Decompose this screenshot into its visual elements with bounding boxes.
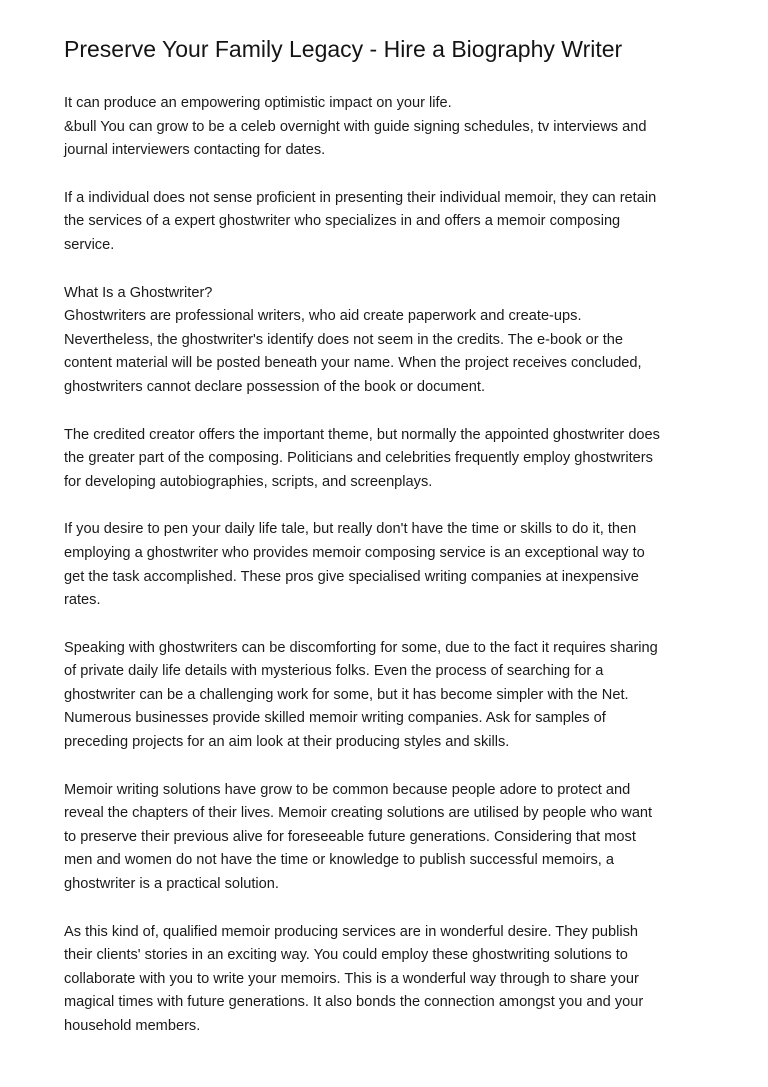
text-line: collaborate with you to write your memoirs. This is a wonderful way through to share your (64, 970, 639, 987)
text-line: the services of a expert ghostwriter who specializes in and offers a memoir composing (64, 213, 621, 230)
text-line: their clients' stories in an exciting way. You could employ these ghostwriting solutions to (64, 947, 628, 964)
paragraph (64, 779, 708, 897)
text-line: of private daily life details with mysterious folks. Even the process of searching for a (64, 663, 604, 680)
text-line: to preserve their previous alive for foreseeable future generations. Considering that most (64, 828, 636, 845)
text-line: ghostwriter can be a challenging work for some, but it has become simpler with the Net. (64, 686, 629, 703)
text-line: magical times with future generations. It also bonds the connection amongst you and your (64, 994, 644, 1011)
text-line: What Is a Ghostwriter? (64, 284, 213, 301)
text-line: Numerous businesses provide skilled memoir writing companies. Ask for samples of (64, 710, 606, 727)
text-line: household members. (64, 1018, 201, 1034)
text-line: It can produce an empowering optimistic impact on your life. (64, 95, 452, 111)
paragraph (64, 921, 708, 1039)
text-line: ghostwriter is a practical solution. (64, 876, 279, 893)
text-line: employing a ghostwriter who provides memoir composing service is an exceptional way to (64, 544, 645, 561)
text-line: get the task accomplished. These pros give specialised writing companies at inexpensive (64, 568, 639, 585)
paragraph (64, 187, 708, 258)
text-line: reveal the chapters of their lives. Memoir creating solutions are utilised by people who want (64, 805, 653, 822)
text-line: The credited creator offers the important theme, but normally the appointed ghostwriter does (64, 426, 660, 443)
document-title: Preserve Your Family Legacy - Hire a Biography Writer (64, 36, 623, 62)
text-line: If you desire to pen your daily life tale, but really don't have the time or skills to do it, then (64, 521, 637, 538)
text-line: Nevertheless, the ghostwriter's identify does not seem in the credits. The e-book or the (64, 331, 623, 348)
text-line: ghostwriters cannot declare possession of the book or document. (64, 378, 486, 395)
text-line: men and women do not have the time or knowledge to publish successful memoirs, a (64, 852, 614, 869)
document-body (64, 92, 708, 1039)
paragraph (64, 518, 708, 612)
text-line: If a individual does not sense proficient in presenting their individual memoir, they can retain (64, 189, 657, 206)
text-line: for developing autobiographies, scripts, and screenplays. (64, 473, 433, 490)
text-line: &bull You can grow to be a celeb overnight with guide signing schedules, tv interviews and (64, 118, 647, 135)
text-line: the greater part of the composing. Politicians and celebrities frequently employ ghostwriters (64, 450, 653, 467)
text-line: As this kind of, qualified memoir producing services are in wonderful desire. They publish (64, 923, 639, 940)
paragraph (64, 424, 708, 495)
text-line: service. (64, 236, 115, 253)
text-line: journal interviewers contacting for dates. (64, 142, 326, 159)
text-line: preceding projects for an aim look at their producing styles and skills. (64, 734, 510, 751)
text-line: Ghostwriters are professional writers, who aid create paperwork and create-ups. (64, 308, 582, 325)
text-line: Memoir writing solutions have grow to be common because people adore to protect and (64, 781, 631, 798)
paragraph (64, 637, 708, 755)
paragraph (64, 92, 708, 163)
text-line: rates. (64, 592, 101, 609)
text-line: Speaking with ghostwriters can be discomforting for some, due to the fact it requires sharing (64, 639, 658, 656)
paragraph (64, 282, 708, 400)
text-line: content material will be posted beneath your name. When the project receives concluded, (64, 355, 642, 372)
